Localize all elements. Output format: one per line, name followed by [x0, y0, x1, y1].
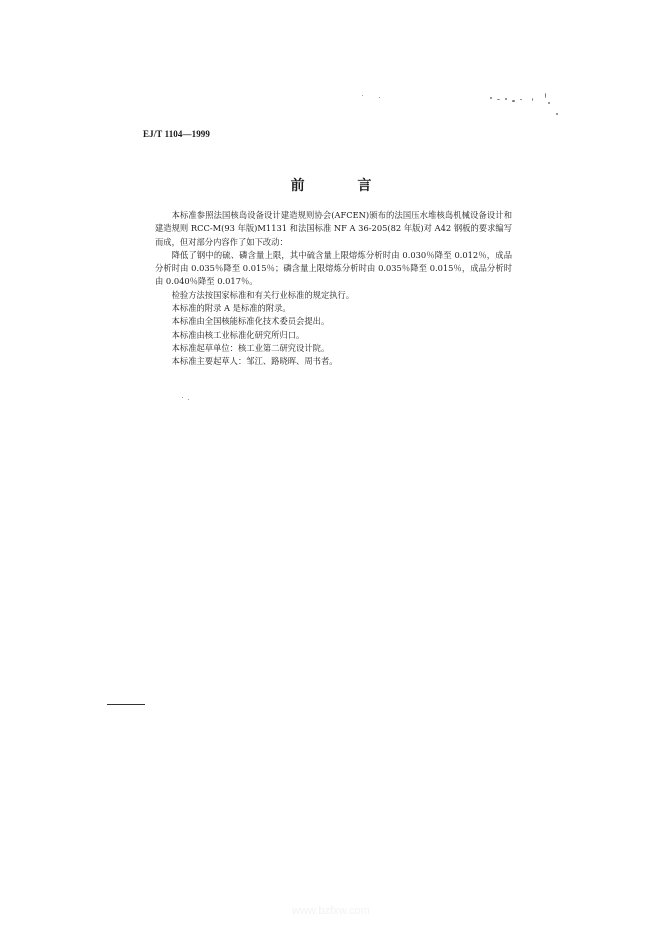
scan-speck	[379, 97, 380, 98]
standard-number: EJ/T 1104—1999	[143, 129, 210, 139]
scan-speck	[556, 113, 558, 115]
scan-speck	[182, 397, 183, 398]
scan-speck	[520, 99, 522, 100]
scan-speck	[512, 100, 515, 102]
scan-speck	[548, 102, 550, 104]
paragraph-drafters: 本标准主要起草人：邹江、路晓晖、周书者。	[171, 356, 338, 367]
scan-speck	[362, 95, 363, 96]
scan-speck	[188, 399, 189, 400]
paragraph-appendix: 本标准的附录 A 是标准的附录。	[171, 303, 291, 314]
scan-speck	[532, 98, 533, 101]
scan-speck	[497, 99, 500, 100]
scan-speck	[490, 97, 492, 99]
paragraph-proposer: 本标准由全国核能标准化技术委员会提出。	[171, 316, 330, 327]
paragraph-changes: 降低了钢中的硫、磷含量上限，其中硫含量上限熔炼分析时由 0.030％降至 0.012％，成品分析时由 0.035％降至 0.015％；磷含量上限熔炼分析时由 0.035％降至 0.015％，成品分析时由 0.040％降至 0.017％。	[155, 249, 512, 287]
watermark: www.bzfxw.com	[292, 905, 370, 917]
paragraph-drafting-unit: 本标准起草单位：核工业第二研究设计院。	[171, 342, 330, 353]
paragraph-reference: 本标准参照法国核岛设备设计建造规则协会(AFCEN)颁布的法国压水堆核岛机械设备设计和建造规则 RCC-M(93 年版)M1131 和法国标准 NF A 36-205(82 年版)对 A42 钢板的要求编写而成，但对部分内容作了如下改动：	[155, 210, 512, 247]
footnote-divider	[107, 704, 145, 705]
page-title: 前 言	[290, 178, 396, 194]
paragraph-administrator: 本标准由核工业标准化研究所归口。	[171, 329, 305, 340]
foreword-body	[155, 209, 512, 369]
paragraph-test-methods: 检验方法按国家标准和有关行业标准的规定执行。	[171, 289, 355, 300]
scan-speck	[545, 93, 546, 98]
scan-speck	[505, 98, 507, 100]
